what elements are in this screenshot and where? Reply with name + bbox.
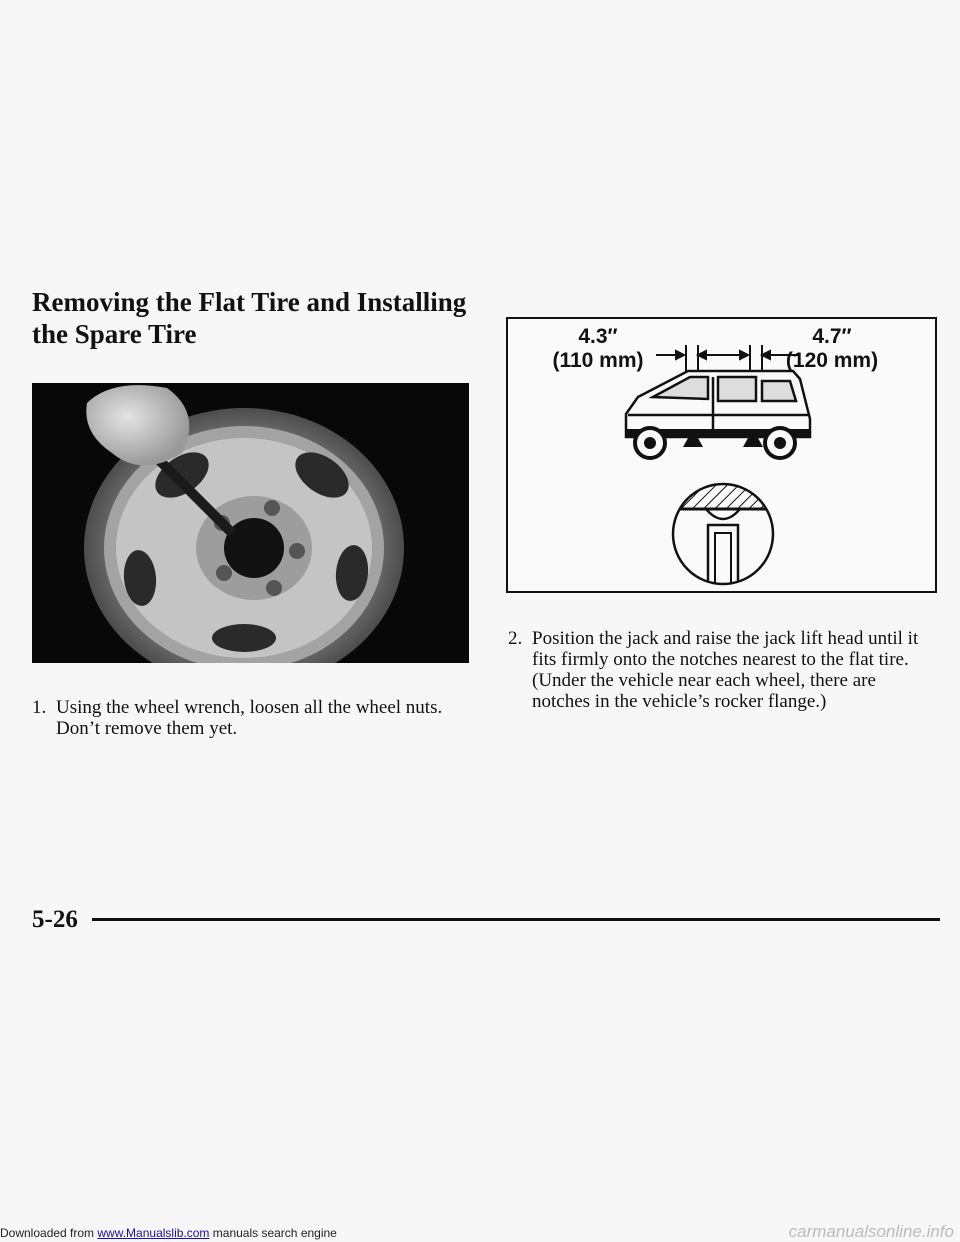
step-1 [32,697,472,739]
section-title: Removing the Flat Tire and Installing the Spare Tire [32,287,467,349]
front-dimension-label: 4.3″ (110 mm) [552,325,644,372]
footer-rule [92,918,940,921]
wheel-photo [32,383,469,663]
rear-dimension-label: 4.7″ (120 mm) [785,325,879,372]
page-number: 5-26 [32,906,78,933]
step-text: Using the wheel wrench, loosen all the wheel nuts. Don’t remove them yet. [56,697,443,739]
jack-position-diagram [506,317,937,593]
step-text: Position the jack and raise the jack lift head until it fits firmly onto the notches nearest to the flat tire. (Under the vehicle near each wheel, there are notches in the vehicle’s rocker flange.) [532,628,919,712]
step-2 [508,628,928,712]
step-number: 1. [32,697,47,718]
download-footer: Downloaded from www.Manualslib.com manuals search engine [0,1226,337,1240]
manualslib-link[interactable]: www.Manualslib.com [97,1226,210,1240]
watermark: carmanualsonline.info [788,1222,954,1241]
step-number: 2. [508,628,523,649]
